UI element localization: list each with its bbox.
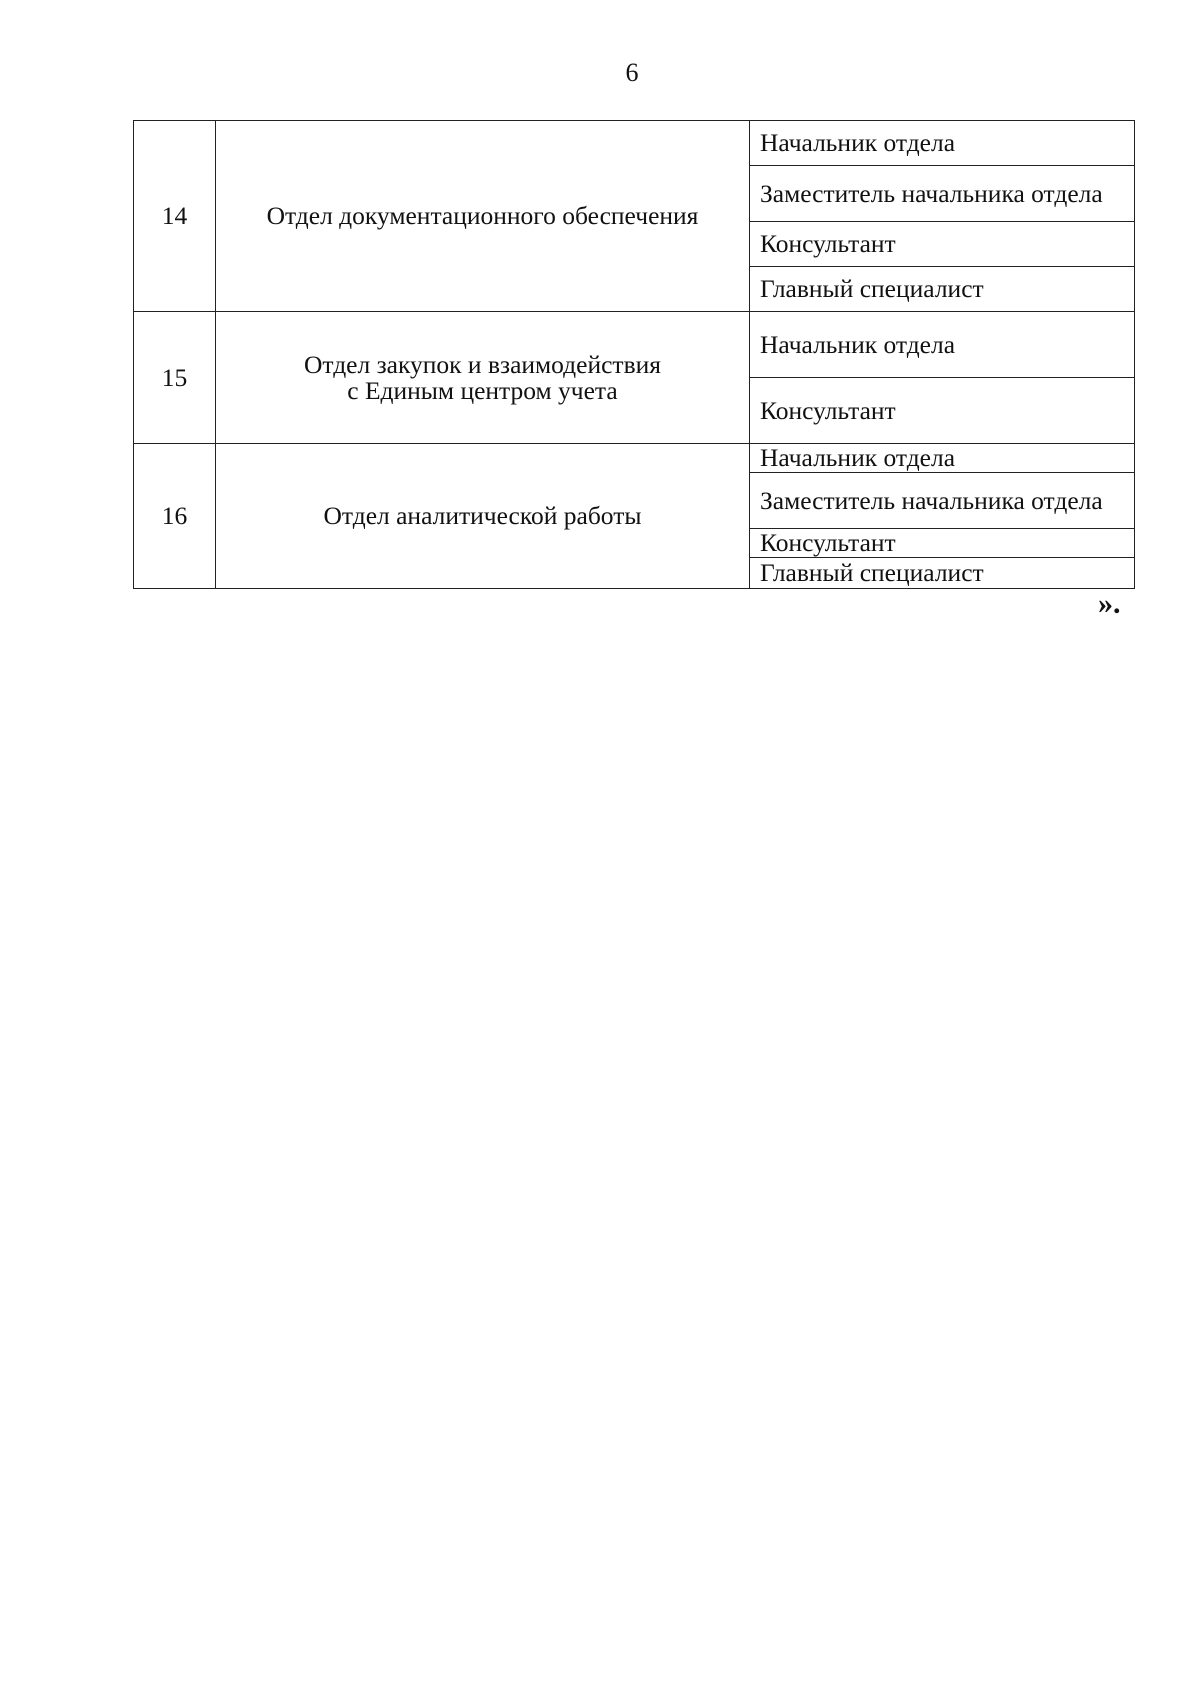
position-cell: Заместитель начальника отдела bbox=[750, 166, 1135, 222]
position-cell: Главный специалист bbox=[750, 558, 1135, 589]
department-name: Отдел аналитической работы bbox=[216, 444, 750, 589]
table-row bbox=[134, 444, 1135, 473]
department-name-line: Отдел закупок и взаимодействия bbox=[303, 350, 661, 379]
department-name: Отдел документационного обеспечения bbox=[216, 121, 750, 312]
position-cell: Начальник отдела bbox=[750, 121, 1135, 166]
position-cell: Консультант bbox=[750, 529, 1135, 558]
staff-table bbox=[133, 120, 1135, 589]
department-name-line: с Единым центром учета bbox=[347, 375, 618, 405]
position-cell: Консультант bbox=[750, 378, 1135, 444]
page-number: 6 bbox=[625, 58, 639, 87]
closing-quote: ». bbox=[1098, 587, 1121, 620]
row-number: 15 bbox=[134, 312, 216, 444]
row-number: 14 bbox=[134, 121, 216, 312]
position-cell: Главный специалист bbox=[750, 267, 1135, 312]
position-cell: Начальник отдела bbox=[750, 312, 1135, 378]
position-cell: Начальник отдела bbox=[750, 444, 1135, 473]
position-cell: Консультант bbox=[750, 222, 1135, 267]
row-number: 16 bbox=[134, 444, 216, 589]
department-name bbox=[216, 312, 750, 444]
table-row bbox=[134, 121, 1135, 166]
table-row bbox=[134, 312, 1135, 378]
position-cell: Заместитель начальника отдела bbox=[750, 473, 1135, 529]
